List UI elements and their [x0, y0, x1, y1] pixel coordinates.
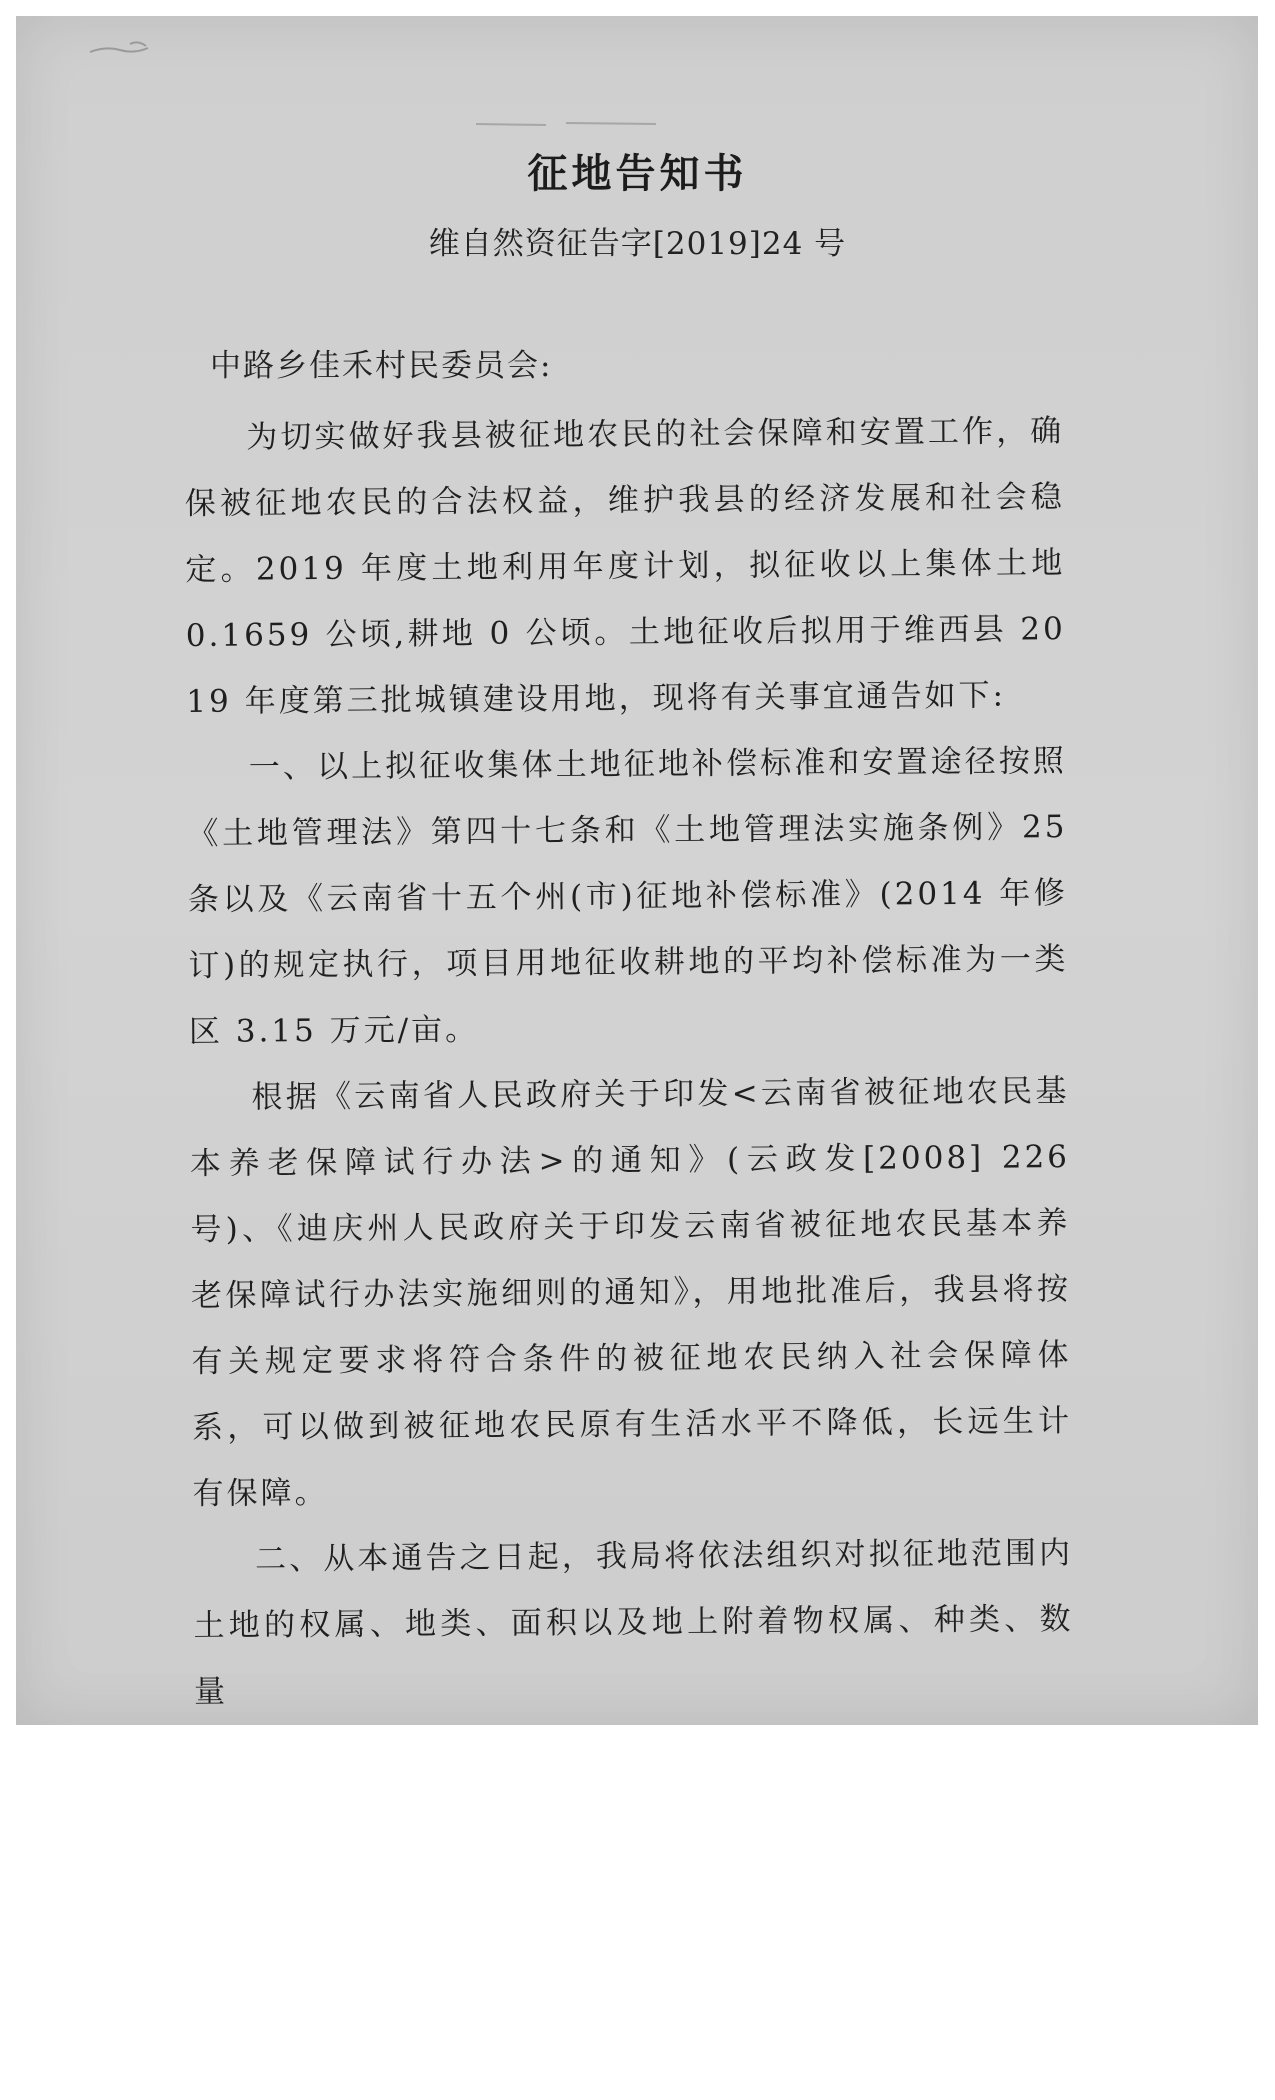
document-body — [184, 398, 1074, 1725]
document-number: 维自然资征告字[2019]24 号 — [428, 226, 847, 262]
paragraph-social-security: 根据《云南省人民政府关于印发<云南省被征地农民基本养老保障试行办法>的通知》(云政发[2008] 226 号)、《迪庆州人民政府关于印发云南省被征地农民基本养老保障试行办法实施细则的通知》，用地批准后，我县将按有关规定要求将符合条件的被征地农民纳入社会保障体系，可以做到被征地农民原有生活水平不降低，长远生计有保障。 — [189, 1073, 1073, 1512]
paragraph-item-1: 一、以上拟征收集体土地征地补偿标准和安置途径按照《土地管理法》第四十七条和《土地管理法实施条例》25 条以及《云南省十五个州(市)征地补偿标准》(2014 年修订)的规定执行，项目用地征收耕地的平均补偿标准为一类区 3.15 万元/亩。 — [187, 743, 1069, 1050]
paragraph-item-2: 二、从本通告之日起，我局将依法组织对拟征地范围内土地的权属、地类、面积以及地上附着物权属、种类、数量 — [193, 1535, 1074, 1710]
paragraph-intro: 为切实做好我县被征地农民的社会保障和安置工作，确保被征地农民的合法权益，维护我县的经济发展和社会稳定。2019 年度土地利用年度计划，拟征收以上集体土地 0.1659 公顷,耕地 0 公顷。土地征收后拟用于维西县 2019 年度第三批城镇建设用地，现将有关事宜通告如下: — [184, 413, 1066, 720]
document-title: 征地告知书 — [527, 150, 748, 197]
addressee: 中路乡佳禾村民委员会: — [210, 348, 553, 384]
scan-smudge — [476, 120, 656, 128]
handwritten-mark — [86, 36, 186, 60]
